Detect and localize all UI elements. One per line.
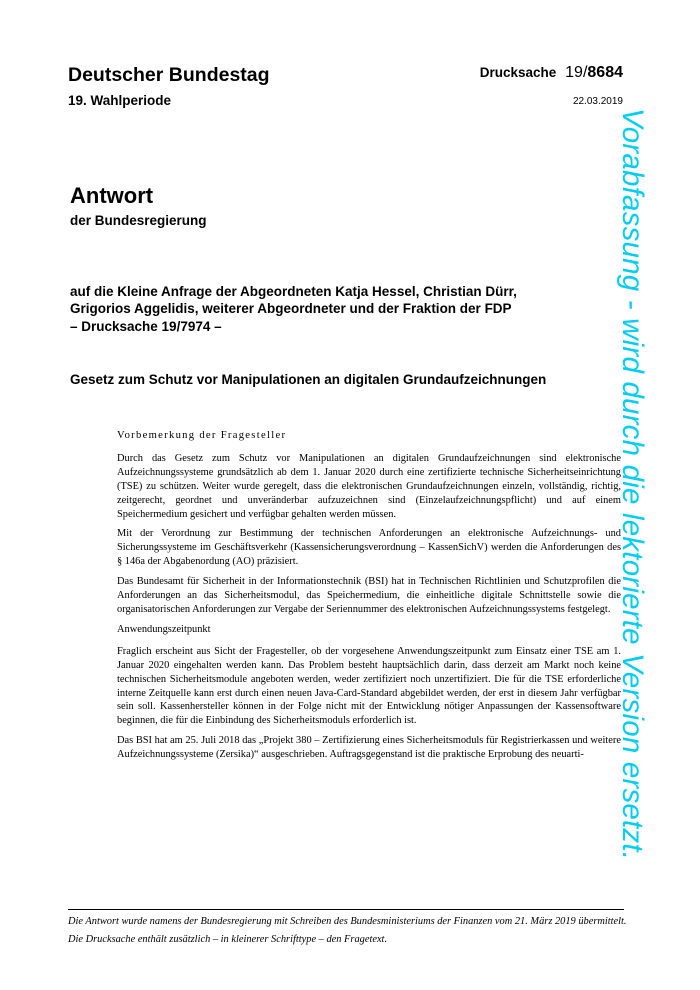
inquiry-line: – Drucksache 19/7974 –	[70, 318, 222, 334]
print-number	[480, 64, 623, 82]
paragraph: Das BSI hat am 25. Juli 2018 das „Projekt 380 – Zertifizierung eines Sicherheitsmoduls für Registrierkassen und weitere Aufzeichnungssysteme (Zersika)“ ausgeschrieben. Auftragsgegenstand ist die praktische Erprobung des neuarti-	[117, 735, 621, 761]
watermark-text: Vorabfassung - wird durch die lektorierte Version ersetzt.	[616, 108, 649, 861]
paragraph: Durch das Gesetz zum Schutz vor Manipulationen an digitalen Grundaufzeichnungen sind elektronische Aufzeichnungssysteme grundsätzlich ab dem 1. Januar 2020 durch eine zertifizierte technische Sicherheitseinrichtung (TSE) zu schützen. Weiter wurde geregelt, dass die elektronischen Grundaufzeichnungen einzeln, vollständig, richtig, zeitgerecht, geordnet und unveränderbar aufzuzeichnen sind (Einzelaufzeichnungspflicht) und auf einem Speichermedium gesichert und verfügbar gehalten werden müssen.	[117, 452, 621, 520]
paragraph: Das Bundesamt für Sicherheit in der Informationstechnik (BSI) hat in Technischen Richtlinien und Schutzprofilen die Anforderungen an das Sicherheitsmodul, das Speichermedium, die einheitliche digitale Schnittstelle sowie die organisatorischen Anforderungen zur Vergabe der Seriennummer des elektronischen Aufzeichnungssystems festgelegt.	[117, 576, 621, 615]
section-subheading: Anwendungszeitpunkt	[117, 623, 211, 635]
footer-note: Die Antwort wurde namens der Bundesregierung mit Schreiben des Bundesministeriums der Finanzen vom 21. März 2019 übermittelt.	[68, 916, 627, 927]
document-subtitle: der Bundesregierung	[70, 213, 207, 228]
preface-heading: Vorbemerkung der Fragesteller	[117, 430, 287, 441]
draft-watermark	[615, 108, 695, 908]
print-number-value: 8684	[587, 64, 623, 81]
footer-divider	[68, 909, 624, 910]
inquiry-line: auf die Kleine Anfrage der Abgeordneten Katja Hessel, Christian Dürr,	[70, 284, 517, 299]
paragraph: Fraglich erscheint aus Sicht der Fragesteller, ob der vorgesehene Anwendungszeitpunkt zum Einsatz einer TSE am 1. Januar 2020 eingehalten werden kann. Das Problem besteht hauptsächlich darin, dass derzeit am Markt noch keine technischen Sicherheitsmodule angeboten werden, weder zertifiziert noch unzertifiziert. Die für die TSE erforderliche interne Zeitquelle kann erst durch einen neuen Java-Card-Standard abgebildet werden, der erst in diesem Jahr verfügbar sein soll. Kassenhersteller können in der Folge nicht mit der Entwicklung nötiger Anpassungen der Kassensoftware beginnen, die für die Einbindung des Sicherheitsmoduls erforderlich ist.	[117, 645, 621, 727]
inquiry-line: Grigorios Aggelidis, weiterer Abgeordneter und der Fraktion der FDP	[70, 301, 512, 317]
electoral-period: 19. Wahlperiode	[68, 93, 172, 108]
footer-note: Die Drucksache enthält zusätzlich – in kleinerer Schrifttype – den Fragetext.	[68, 933, 388, 945]
topic-title: Gesetz zum Schutz vor Manipulationen an digitalen Grundaufzeichnungen	[70, 372, 547, 387]
footer-notes	[68, 915, 628, 950]
paragraph: Mit der Verordnung zur Bestimmung der technischen Anforderungen an elektronische Aufzeichnungs- und Sicherungssysteme im Geschäftsverkehr (Kassensicherungsverordnung – KassenSichV) werden die Anforderungen des § 146a der Abgabenordung (AO) präzisiert.	[117, 528, 621, 568]
body-text	[117, 429, 621, 768]
document-date: 22.03.2019	[572, 96, 623, 107]
print-label: Drucksache	[479, 65, 557, 80]
document-title: Antwort	[70, 183, 154, 208]
inquiry-reference	[70, 283, 570, 335]
print-prefix: 19/	[565, 64, 588, 81]
parliament-name: Deutscher Bundestag	[68, 64, 270, 86]
